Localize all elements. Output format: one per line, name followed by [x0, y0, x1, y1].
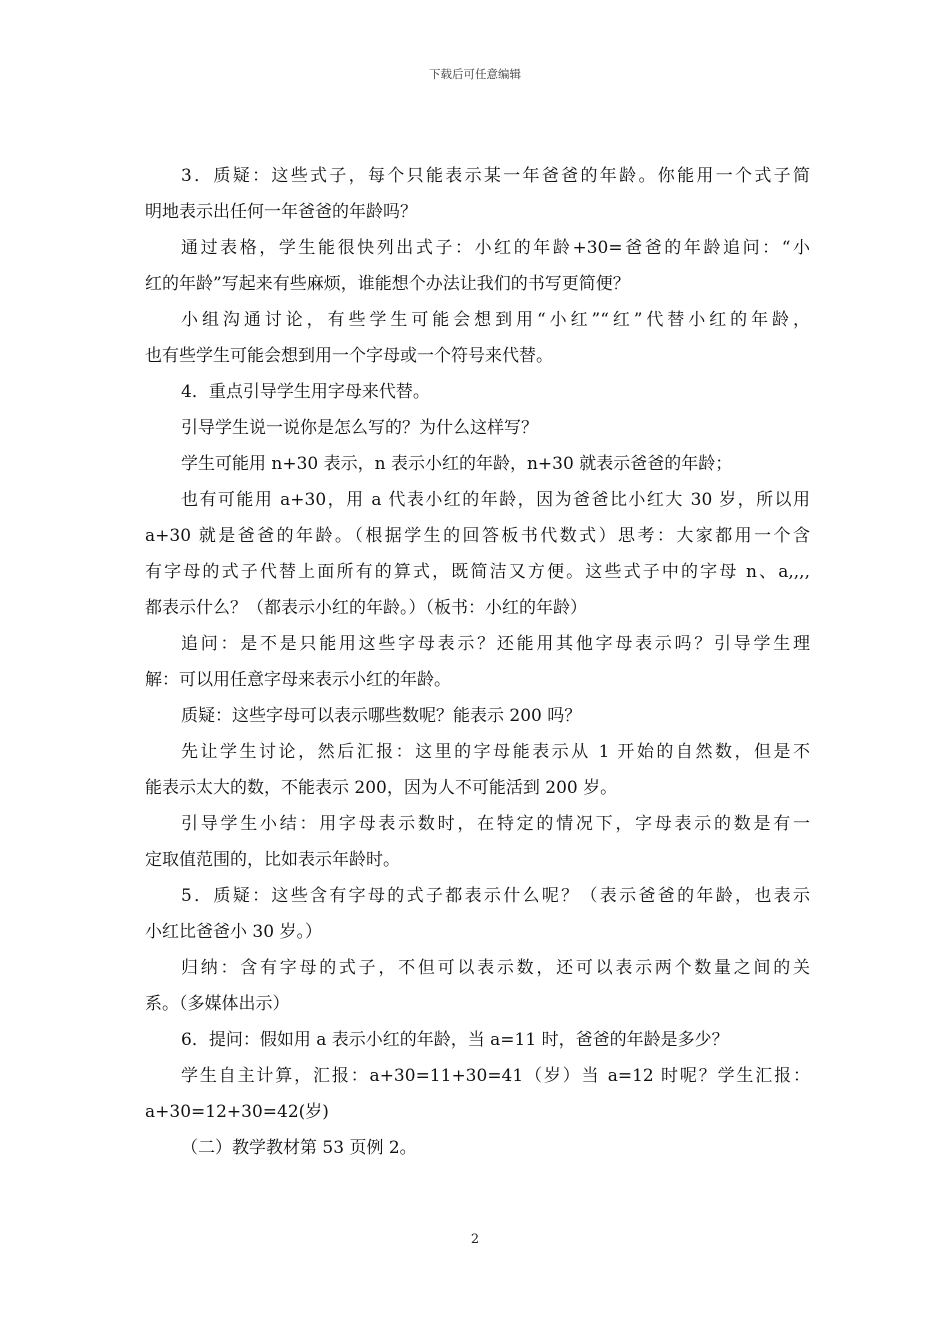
text-line: 3．质疑：这些式子，每个只能表示某一年爸爸的年龄。你能用一个式子简: [181, 166, 810, 186]
text-line: 5．质疑：这些含有字母的式子都表示什么呢？（表示爸爸的年龄，也表示: [181, 886, 810, 906]
page-number: 2: [470, 1232, 480, 1247]
text-line: 明地表示出任何一年爸爸的年龄吗？: [145, 202, 417, 222]
text-line: 解：可以用任意字母来表示小红的年龄。: [145, 670, 451, 690]
text-line: a+30=12+30=42(岁): [145, 1102, 329, 1122]
text-line: 能表示太大的数，不能表示 200，因为人不可能活到 200 岁。: [145, 778, 618, 798]
paragraph-15: [145, 1058, 810, 1130]
paragraph-8: [145, 626, 810, 698]
text-line: a+30 就是爸爸的年龄。（根据学生的回答板书代数式）思考：大家都用一个含: [145, 526, 810, 546]
text-line: 归纳：含有字母的式子，不但可以表示数，还可以表示两个数量之间的关: [181, 958, 810, 978]
text-line: 也有些学生可能会想到用一个字母或一个符号来代替。: [145, 346, 553, 366]
text-line: 也有可能用 a+30，用 a 代表小红的年龄，因为爸爸比小红大 30 岁，所以用: [181, 490, 810, 510]
text-line: 引导学生说一说你是怎么写的？为什么这样写？: [181, 418, 538, 438]
paragraph-9: [145, 698, 810, 734]
paragraph-5: [145, 410, 810, 446]
paragraph-16: [145, 1130, 810, 1166]
paragraph-10: [145, 734, 810, 806]
text-line: 4．重点引导学生用字母来代替。: [181, 382, 430, 402]
paragraph-6: [145, 446, 810, 482]
text-line: 通过表格，学生能很快列出式子：小红的年龄+30=爸爸的年龄追问：“小: [181, 238, 810, 258]
text-line: 都表示什么？（都表示小红的年龄。）（板书：小红的年龄）: [145, 598, 587, 618]
text-line: 追问：是不是只能用这些字母表示？还能用其他字母表示吗？引导学生理: [181, 634, 810, 654]
document-body: [145, 158, 810, 1166]
paragraph-3: [145, 302, 810, 374]
text-line: 引导学生小结：用字母表示数时，在特定的情况下，字母表示的数是有一: [181, 814, 810, 834]
text-line: 先让学生讨论，然后汇报：这里的字母能表示从 1 开始的自然数，但是不: [181, 742, 810, 762]
text-line: 6．提问：假如用 a 表示小红的年龄，当 a=11 时，爸爸的年龄是多少？: [181, 1030, 729, 1050]
text-line: （二）教学教材第 53 页例 2。: [181, 1138, 417, 1158]
paragraph-7: [145, 482, 810, 626]
text-line: 学生可能用 n+30 表示，n 表示小红的年龄，n+30 就表示爸爸的年龄；: [181, 454, 733, 474]
paragraph-13: [145, 950, 810, 1022]
text-line: 系。（多媒体出示）: [145, 994, 290, 1014]
text-line: 红的年龄”写起来有些麻烦，谁能想个办法让我们的书写更简便？: [145, 274, 630, 294]
paragraph-14: [145, 1022, 810, 1058]
text-line: 小红比爸爸小 30 岁。）: [145, 922, 322, 942]
paragraph-2: [145, 230, 810, 302]
text-line: 学生自主计算，汇报：a+30=11+30=41（岁）当 a=12 时呢？学生汇报：: [181, 1066, 810, 1086]
text-line: 定取值范围的，比如表示年龄时。: [145, 850, 400, 870]
page-header: 下载后可任意编辑: [429, 67, 521, 81]
text-line: 小组沟通讨论，有些学生可能会想到用“小红”“红”代替小红的年龄，: [181, 310, 810, 330]
paragraph-1: [145, 158, 810, 230]
text-line: 有字母的式子代替上面所有的算式，既简洁又方便。这些式子中的字母 n、a,,,,: [145, 562, 810, 582]
paragraph-12: [145, 878, 810, 950]
text-line: 质疑：这些字母可以表示哪些数呢？能表示 200 吗？: [181, 706, 582, 726]
paragraph-11: [145, 806, 810, 878]
paragraph-4: [145, 374, 810, 410]
